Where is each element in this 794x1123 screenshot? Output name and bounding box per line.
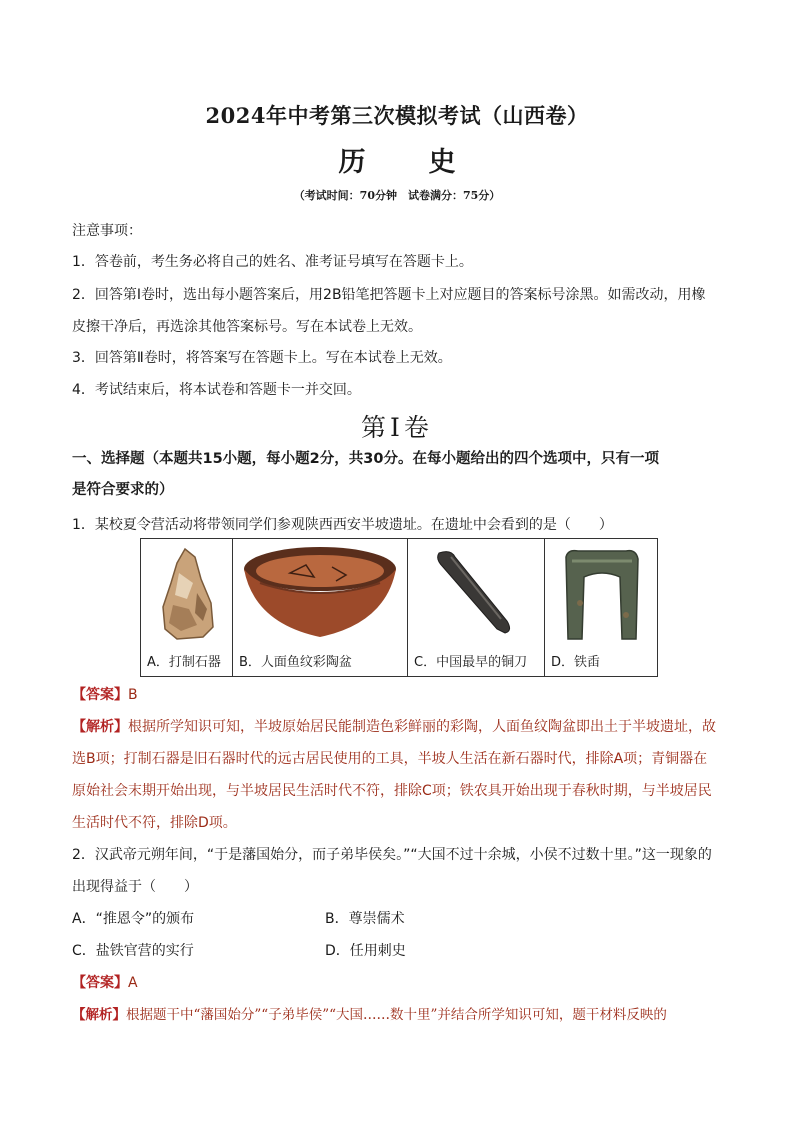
q2-option-d: D．任用刺史: [325, 943, 406, 959]
q1-stem: 1．某校夏令营活动将带领同学们参观陕西西安半坡遗址。在遗址中会看到的是（ ）: [72, 517, 613, 533]
q2-stem-cont: 出现得益于（ ）: [72, 879, 198, 895]
q1-analysis-line-4: 生活时代不符，排除D项。: [72, 815, 237, 831]
notice-heading: 注意事项：: [72, 223, 142, 239]
q1-analysis-line-2: 选B项；打制石器是旧石器时代的远古居民使用的工具，半坡人生活在新石器时代，排除A项；青铜器在: [72, 751, 708, 767]
q1-analysis-line-3: 原始社会末期开始出现，与半坡居民生活时代不符，排除C项；铁农具开始出现于春秋时期，与半坡居民: [72, 783, 712, 799]
stone-tool-icon: [157, 543, 217, 643]
notice-item-4: 4．考试结束后，将本试卷和答题卡一并交回。: [72, 382, 361, 398]
answer-tag: 【答案】: [72, 687, 128, 703]
q2-answer: [72, 972, 138, 992]
notice-item-3: 3．回答第Ⅱ卷时，将答案写在答题卡上。写在本试卷上无效。: [72, 350, 452, 366]
q2-stem: 2．汉武帝元朔年间，“于是藩国始分，而子弟毕侯矣。”“大国不过十余城，小侯不过数十里。”这一现象的: [72, 847, 712, 863]
analysis-tag: 【解析】: [72, 719, 128, 735]
bronze-knife-icon: [421, 543, 531, 643]
section-heading-cont: 是符合要求的）: [72, 482, 174, 498]
subject-title: 历 史: [338, 147, 474, 178]
answer-value: B: [128, 687, 138, 703]
painted-pottery-basin-icon: [240, 543, 400, 643]
answer-value: A: [128, 975, 138, 991]
q1-option-b-label: B．人面鱼纹彩陶盆: [239, 655, 352, 670]
notice-item-2: 2．回答第Ⅰ卷时，选出每小题答案后，用2B铅笔把答题卡上对应题目的答案标号涂黑。如需改动，用橡: [72, 287, 706, 303]
q2-option-a: A．“推恩令”的颁布: [72, 911, 195, 927]
notice-item-2-cont: 皮擦干净后，再选涂其他答案标号。写在本试卷上无效。: [72, 319, 422, 335]
q1-option-d-label: D．铁臿: [551, 655, 601, 670]
q1-option-a: [141, 539, 233, 677]
section-heading: 一、选择题（本题共15小题，每小题2分，共30分。在每小题给出的四个选项中，只有一项: [72, 451, 659, 467]
q1-option-d: [545, 539, 658, 677]
q1-option-c: [408, 539, 545, 677]
analysis-tag: 【解析】: [72, 1007, 126, 1023]
q1-analysis-line-1: 【解析】根据所学知识可知，半坡原始居民能制造色彩鲜丽的彩陶，人面鱼纹陶盆即出土于半坡遗址，故: [72, 719, 716, 735]
q1-option-b: [233, 539, 408, 677]
q2-analysis-line-1: 【解析】根据题干中“藩国始分”“子弟毕侯”“大国……数十里”并结合所学知识可知，题干材料反映的: [72, 1007, 667, 1023]
volume-title: 第Ⅰ卷: [361, 413, 433, 442]
exam-title: 2024年中考第三次模拟考试（山西卷）: [205, 103, 589, 128]
q1-options-table: [140, 538, 658, 677]
q2-option-b: B．尊崇儒术: [325, 911, 405, 927]
q1-option-c-label: C．中国最早的铜刀: [414, 655, 528, 670]
q1-answer: [72, 684, 138, 704]
answer-tag: 【答案】: [72, 975, 128, 991]
exam-info: （考试时间：70分钟 试卷满分：75分）: [293, 189, 501, 202]
notice-item-1: 1．答卷前，考生务必将自己的姓名、准考证号填写在答题卡上。: [72, 254, 473, 270]
q1-option-a-label: A．打制石器: [147, 655, 221, 670]
iron-spade-icon: [556, 543, 646, 643]
q2-option-c: C．盐铁官营的实行: [72, 943, 194, 959]
